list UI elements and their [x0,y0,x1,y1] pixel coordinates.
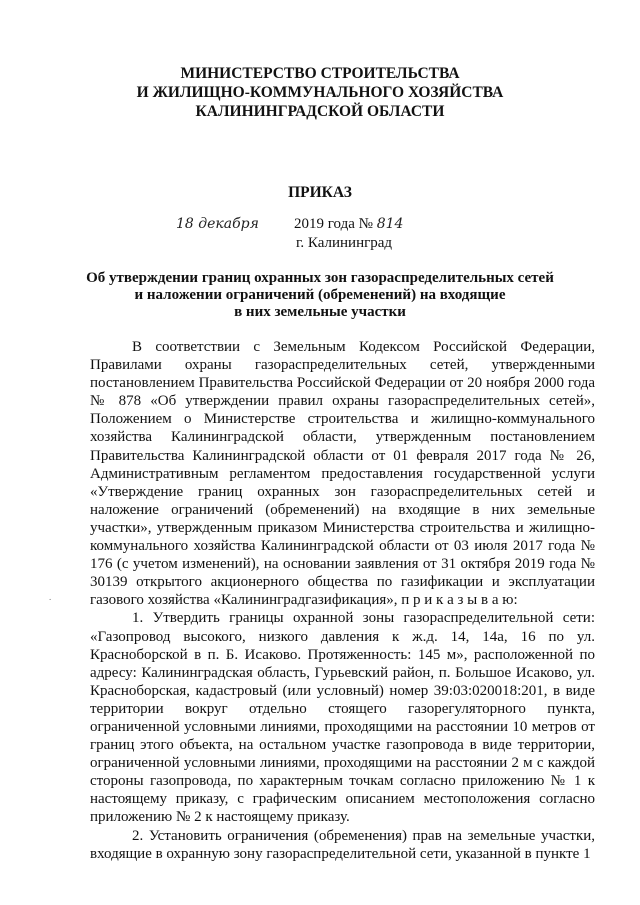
body-paragraph-item-2: 2. Установить ограничения (обременения) прав на земельные участки, входящие в охранную зону газораспределительной сети, указанной в пункте 1 [90,827,595,862]
subject-line-2: и наложении ограничений (обременений) на входящие [134,287,506,303]
order-body [90,338,595,863]
ministry-header [0,64,640,121]
order-year-text: 2019 года № [294,216,373,232]
margin-mark: . [49,592,52,602]
subject-line-3: в них земельные участки [234,304,406,320]
order-city: г. Калининград [295,235,393,251]
handwritten-order-number: 814 [376,216,404,232]
order-title: ПРИКАЗ [288,184,352,201]
order-date-line [176,216,403,233]
body-paragraph-preamble: В соответствии с Земельным Кодексом Российской Федерации, Правилами охраны газораспределительных сетей, утвержденными постановлением Правительства Российской Федерации от 20 ноября 2000 года № 878 «Об утверждении правил охраны газораспределительных сетей», Положением о Министерстве строительства и жилищно-коммунального хозяйства Калининградской области, утвержденным постановлением Правительства Калининградской области от 01 февраля 2017 года № 26, Административным регламентом предоставления государственной услуги «Утверждение границ охранных зон газораспределительных сетей и наложение ограничений (обременений) на входящие в них земельные участки», утвержденным приказом Министерства строительства и жилищно-коммунального хозяйства Калининградской области от 03 июля 2017 года № 176 (с учетом изменений), на основании заявления от 31 октября 2019 года № 30139 открытого акционерного общества по газификации и эксплуатации газового хозяйства «Калининградгазификация», п р и к а з ы в а ю: [90,339,595,609]
order-subject [0,270,640,321]
ministry-line-3: КАЛИНИНГРАДСКОЙ ОБЛАСТИ [195,103,445,120]
body-paragraph-item-1: 1. Утвердить границы охранной зоны газораспределительной сети: «Газопровод высокого, низкого давления к ж.д. 14, 14а, 16 по ул. Красноборской в п. Б. Исаково. Протяженность: 145 м», расположенной по адресу: Калининградская область, Гурьевский район, п. Большое Исаково, ул. Красноборская, кадастровый (или условный) номер 39:03:020018:201, в виде территории вокруг отдельно стоящего газорегуляторного пункта, ограниченной условными линиями, проходящими на расстоянии 10 метров от границ этого объекта, на остальном участке газопровода в виде территории, ограниченной условными линиями, проходящими на расстоянии 2 м с каждой стороны газопровода, по характерным точкам согласно приложению № 1 к настоящему приказу, с графическим описанием местоположения согласно приложению № 2 к настоящему приказу. [90,610,595,826]
subject-line-1: Об утверждении границ охранных зон газораспределительных сетей [86,270,554,286]
ministry-line-2: И ЖИЛИЩНО-КОММУНАЛЬНОГО ХОЗЯЙСТВА [136,84,504,101]
handwritten-date: 18 декабря [176,216,259,232]
ministry-line-1: МИНИСТЕРСТВО СТРОИТЕЛЬСТВА [180,65,460,82]
